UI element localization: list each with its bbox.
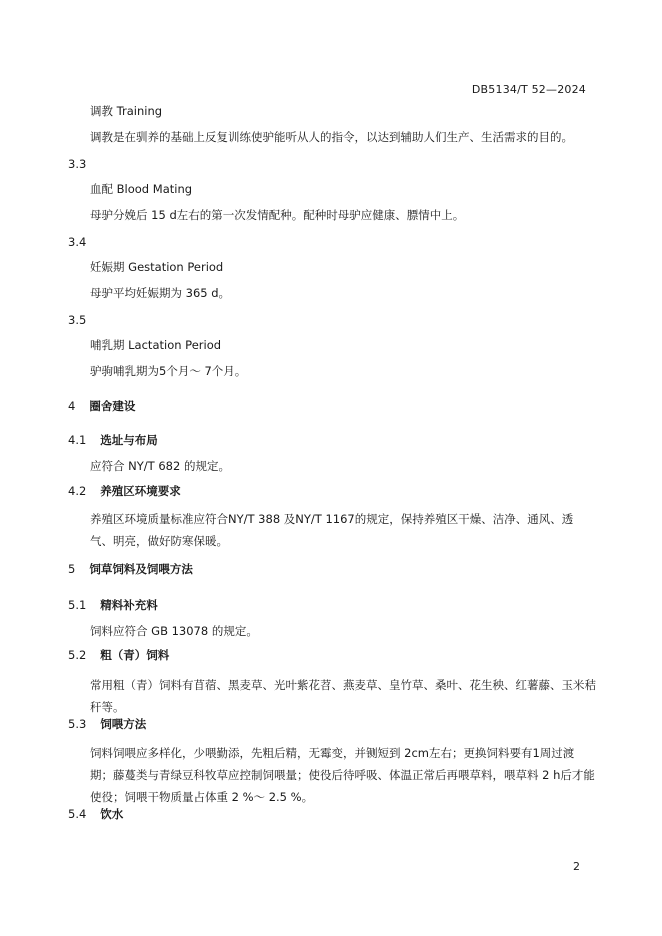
section-heading-5-3 <box>68 716 146 732</box>
section-heading-4-2 <box>68 483 181 499</box>
paragraph-4-1: 应符合 NY/T 682 的规定。 <box>90 459 230 473</box>
section-number: 5.3 <box>68 717 87 731</box>
paragraph-5-1: 饲料应符合 GB 13078 的规定。 <box>90 624 258 638</box>
definition-training: 调教是在驯养的基础上反复训练使驴能听从人的指令，以达到辅助人们生产、生活需求的目的。 <box>90 130 573 144</box>
section-title: 精料补充料 <box>100 598 158 612</box>
term-training: 调教 Training <box>90 104 163 118</box>
section-number: 5.2 <box>68 648 87 662</box>
section-number: 4.1 <box>68 433 87 447</box>
term-blood-mating: 血配 Blood Mating <box>90 182 193 196</box>
definition-blood-mating: 母驴分娩后 15 d左右的第一次发情配种。配种时母驴应健康、膘情中上。 <box>90 208 465 222</box>
section-number: 5.4 <box>68 807 87 821</box>
section-heading-5-1 <box>68 597 158 613</box>
section-heading-4-1 <box>68 432 158 448</box>
document-code: DB5134/T 52—2024 <box>471 83 586 96</box>
page-number: 2 <box>573 860 580 873</box>
section-heading-5 <box>68 561 193 577</box>
paragraph-5-2: 常用粗（青）饲料有苜蓿、黑麦草、光叶紫花苕、燕麦草、皇竹草、桑叶、花生秧、红薯藤、玉米秸秆等。 <box>90 678 596 714</box>
clause-number-3-4: 3.4 <box>68 235 87 249</box>
clause-number-3-5: 3.5 <box>68 313 87 327</box>
section-title: 饲喂方法 <box>100 717 147 731</box>
paragraph-4-2: 养殖区环境质量标准应符合NY/T 388 及NY/T 1167的规定，保持养殖区干燥、洁净、通风、透气、明亮，做好防寒保暖。 <box>90 512 574 548</box>
paragraph-5-3: 饲料饲喂应多样化，少喂勤添，先粗后精，无霉变，并铡短到 2cm左右；更换饲料要有1周过渡期；藤蔓类与青绿豆科牧草应控制饲喂量；使役后待呼吸、体温正常后再喂草料，喂草料 2 h后才能使役；饲喂干物质量占体重 2 %～ 2.5 %。 <box>90 746 595 804</box>
section-title: 饮水 <box>100 807 124 821</box>
section-number: 4 <box>68 399 76 413</box>
section-heading-5-2 <box>68 647 169 663</box>
section-title: 选址与布局 <box>100 433 158 447</box>
section-heading-4 <box>68 398 135 414</box>
section-number: 5.1 <box>68 598 87 612</box>
clause-number-3-3: 3.3 <box>68 157 87 171</box>
definition-lactation-period: 驴驹哺乳期为5个月～ 7个月。 <box>90 364 247 378</box>
section-title: 养殖区环境要求 <box>100 484 181 498</box>
section-title: 饲草饲料及饲喂方法 <box>89 562 193 576</box>
section-title: 圈舍建设 <box>89 399 136 413</box>
section-number: 5 <box>68 562 76 576</box>
section-title: 粗（青）饲料 <box>100 648 170 662</box>
section-heading-5-4 <box>68 806 123 822</box>
term-gestation-period: 妊娠期 Gestation Period <box>90 260 224 274</box>
section-number: 4.2 <box>68 484 87 498</box>
term-lactation-period: 哺乳期 Lactation Period <box>90 338 222 352</box>
definition-gestation-period: 母驴平均妊娠期为 365 d。 <box>90 286 231 300</box>
